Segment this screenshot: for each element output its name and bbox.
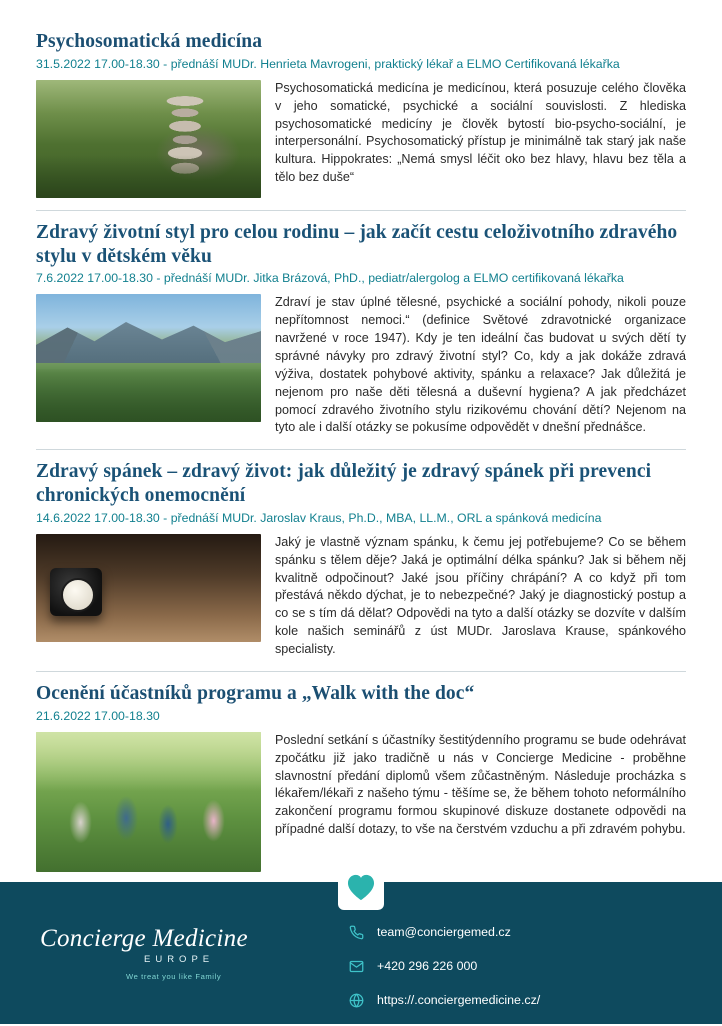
contact-email-row[interactable] <box>348 924 540 941</box>
mountain-landscape-photo <box>36 294 261 422</box>
heart-icon <box>346 874 376 901</box>
globe-icon <box>348 992 365 1009</box>
section-image-mountains <box>36 294 261 422</box>
envelope-icon <box>348 958 365 975</box>
brand-name: Concierge Medicine <box>40 925 248 952</box>
section-title: Ocenění účastníků programu a „Walk with the doc“ <box>36 682 475 704</box>
brand-tagline: We treat you like Family <box>126 972 222 981</box>
contact-website-text[interactable]: https://.conciergemedicine.cz/ <box>377 993 541 1008</box>
section-title: Zdravý spánek – zdravý život: jak důležitý je zdravý spánek při prevenci chronických onemocnění <box>36 461 652 507</box>
section-meta: 14.6.2022 17.00-18.30 - přednáší MUDr. Jaroslav Kraus, Ph.D., MBA, LL.M., ORL a spánková medicína <box>36 510 602 525</box>
section-title: Zdravý životní styl pro celou rodinu – jak začít cestu celoživotního zdravého stylu v dětském věku <box>36 221 678 267</box>
section-paragraph: Poslední setkání s účastníky šestitýdenního programu se bude odehrávat zpočátku již jako tradičně u nás v Concierge Medicine - proběhne slavnostní předání diplomů všem zůčastněným. Následuje procházka s lékařem/lékaři z našeho týmu - těšíme se, že během tohoto neformálního zakončení programu formou skupinové diskuze dostanete odpovědi na případné další dotazy, to vše na čerstvém vzduchu a při zdravém pohybu. <box>275 732 686 837</box>
heart-badge <box>338 864 384 910</box>
section-image-stones <box>36 80 261 198</box>
contact-phone-row[interactable] <box>348 958 540 975</box>
section-meta: 31.5.2022 17.00-18.30 - přednáší MUDr. Henrieta Mavrogeni, praktický lékař a ELMO Certifikovaná lékařka <box>36 56 620 71</box>
section-title: Psychosomatická medicína <box>36 31 263 52</box>
phone-icon <box>348 924 365 941</box>
section-paragraph: Zdraví je stav úplné tělesné, psychické a sociální pohody, nikoli pouze nepřítomnost nemoci.“ (definice Světové zdravotnické organizace navržené v roce 1947). Kdy je ten ideální čas budovat u svých dětí ty správné návyky pro zdravý životní styl? Co, kdy a jak dokáže zdravá výživa, dostatek pohybové aktivity, spánku a relaxace? Jak důležitá je nejenom pro naše děti tělesná a duševní hygiena? A jak předcházet pomocí zdravého životního stylu rizikovému chování dětí? Nejenom na tyto ale i další otázky se pokusíme odpovědět v dnešní přednášce. <box>275 295 686 435</box>
page-footer <box>0 882 722 1024</box>
section-image-clock <box>36 534 261 642</box>
group-walking-photo <box>36 732 261 872</box>
footer-contacts <box>348 924 540 1026</box>
section-paragraph: Jaký je vlastně význam spánku, k čemu jej potřebujeme? Co se během spánku s tělem děje? Jaká je optimální délka spánku? Jak si během něj kvalitně odpočinout? Jaké jsou příčiny chrápání? A co když při tom přestává někdo dýchat, je to nebezpečné? Jaký je diagnostický postup a co se s tím dá dělat? Odpovědi na tyto a další otázky se dozvíte v dalším kole našich seminářů z úst MUDr. Jaroslava Krause, spánkového specialisty. <box>275 534 686 657</box>
section-image-walk <box>36 732 261 872</box>
alarm-clock-photo <box>36 534 261 642</box>
section-psychosomaticka-medicina <box>36 30 686 198</box>
contact-website-row[interactable] <box>348 992 540 1009</box>
section-body <box>36 294 686 437</box>
section-divider <box>36 671 686 672</box>
contact-email-text[interactable]: team@conciergemed.cz <box>377 925 511 940</box>
section-zdravy-zivotni-styl <box>36 221 686 438</box>
section-meta: 7.6.2022 17.00-18.30 - přednáší MUDr. Jitka Brázová, PhD., pediatr/alergolog a ELMO certifikovaná lékařka <box>36 271 624 286</box>
brand-logo <box>40 926 290 981</box>
section-oceneni-ucastniku <box>36 682 686 872</box>
section-body <box>36 80 686 198</box>
stacked-stones-photo <box>36 80 261 198</box>
section-meta: 21.6.2022 17.00-18.30 <box>36 708 160 723</box>
contact-phone-text[interactable]: +420 296 226 000 <box>377 959 478 974</box>
section-body <box>36 534 686 659</box>
section-body <box>36 732 686 872</box>
brand-region: EUROPE <box>144 954 215 965</box>
section-paragraph: Psychosomatická medicína je medicínou, která posuzuje celého člověka v jeho somatické, psychické a sociální souvislosti. Z hlediska psychosomatické medicíny je člověk bytostí bio-psycho-sociální, je interpersonální. Psychosomatický přístup je minimálně tak starý jak naše kultura. Hippokrates: „Nemá smysl léčit oko bez hlavy, hlavu bez těla a tělo bez duše“ <box>275 80 686 185</box>
section-zdravy-spanek <box>36 460 686 659</box>
section-divider <box>36 210 686 211</box>
section-divider <box>36 449 686 450</box>
